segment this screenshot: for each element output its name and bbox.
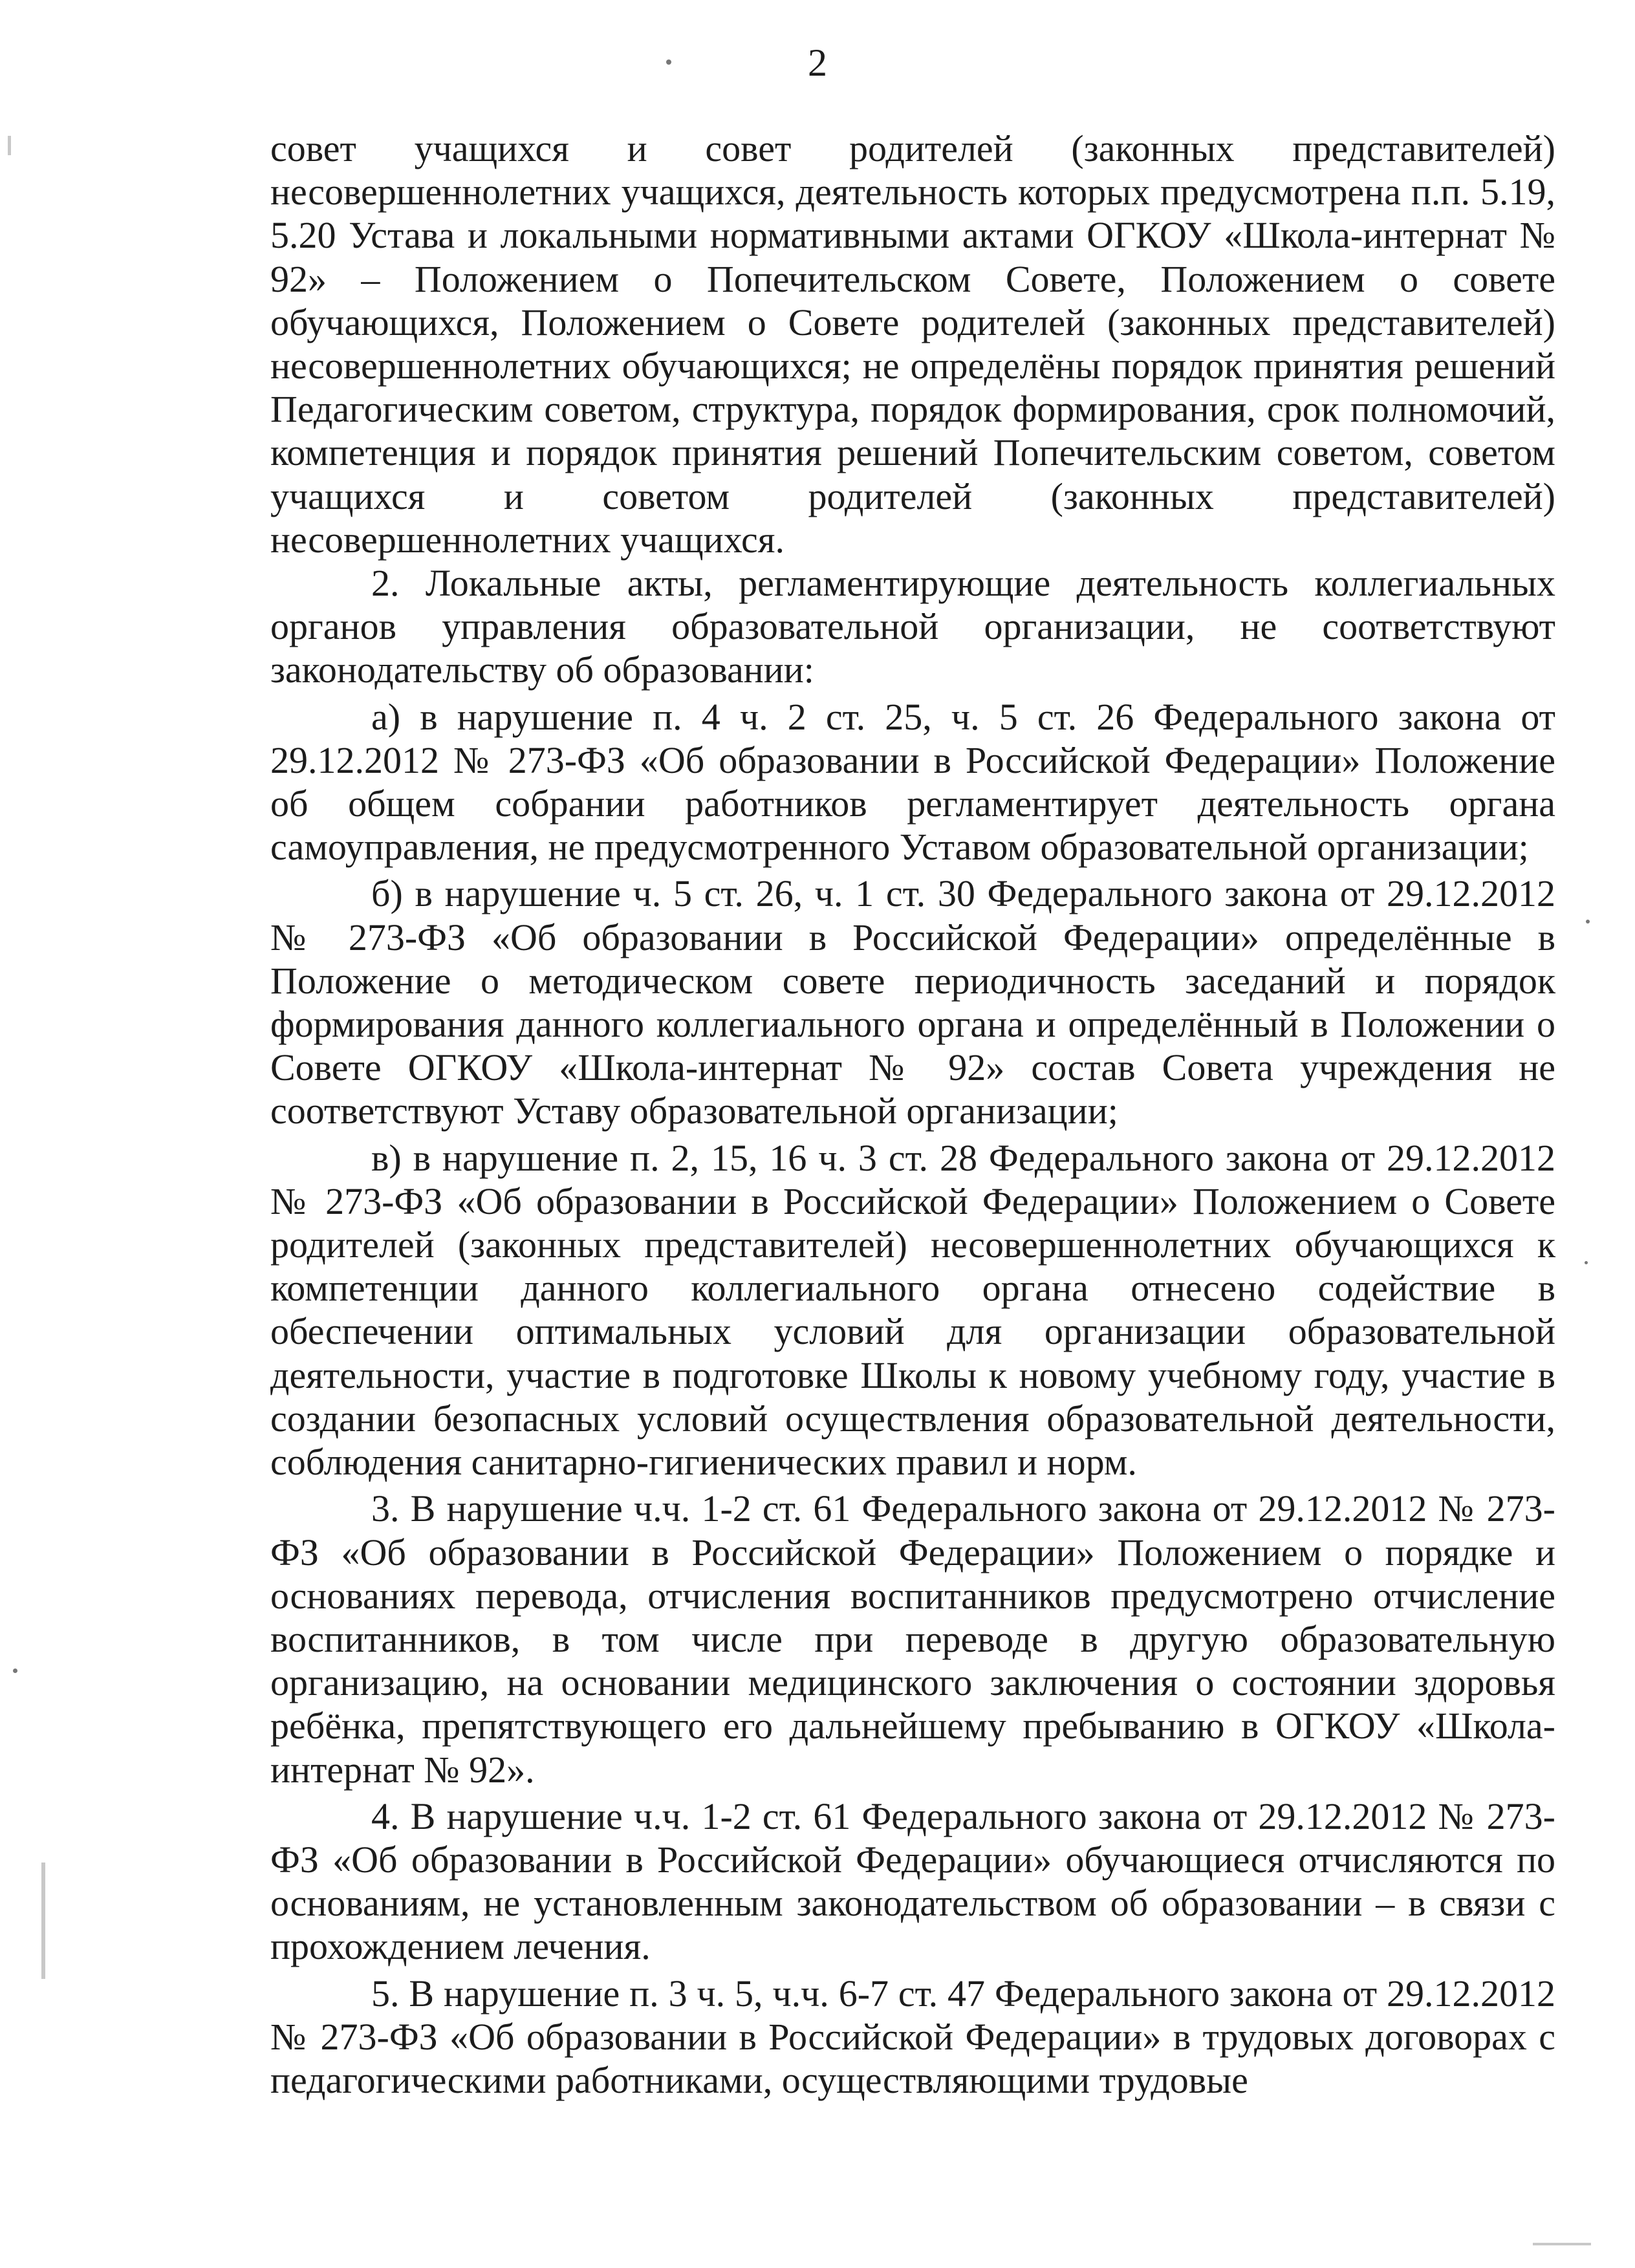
scan-speck bbox=[666, 59, 671, 65]
paragraph-item-2b: б) в нарушение ч. 5 ст. 26, ч. 1 ст. 30 Федерального закона от 29.12.2012 № 273-ФЗ «Об образовании в Российской Федерации» определённые в Положение о методическом совете периодичность заседаний и порядок формирования данного коллегиального органа и определённый в Положении о Совете ОГКОУ «Школа-интернат № 92» состав Совета учреждения не соответствуют Уставу образовательной организации; bbox=[270, 872, 1555, 1132]
paragraph-continuation: совет учащихся и совет родителей (законных представителей) несовершеннолетних учащихся, деятельность которых предусмотрена п.п. 5.19, 5.20 Устава и локальными нормативными актами ОГКОУ «Школа-интернат № 92» – Положением о Попечительском Совете, Положением о совете обучающихся, Положением о Совете родителей (законных представителей) несовершеннолетних обучающихся; не определёны порядок принятия решений Педагогическим советом, структура, порядок формирования, срок полномочий, компетенция и порядок принятия решений Попечительским советом, советом учащихся и советом родителей (законных представителей) несовершеннолетних учащихся. bbox=[270, 127, 1555, 561]
scan-mark bbox=[41, 1863, 45, 1979]
scan-speck bbox=[1585, 1261, 1588, 1264]
document-body bbox=[270, 127, 1555, 2102]
paragraph-item-2: 2. Локальные акты, регламентирующие деятельность коллегиальных органов управления образовательной организации, не соответствуют законодательству об образовании: bbox=[270, 562, 1555, 691]
paragraph-item-3: 3. В нарушение ч.ч. 1-2 ст. 61 Федерального закона от 29.12.2012 № 273-ФЗ «Об образовании в Российской Федерации» Положением о порядке и основаниях перевода, отчисления воспитанников предусмотрено отчисление воспитанников, в том числе при переводе в другую образовательную организацию, на основании медицинского заключения о состоянии здоровья ребёнка, препятствующего его дальнейшему пребыванию в ОГКОУ «Школа-интернат № 92». bbox=[270, 1487, 1555, 1791]
paragraph-item-2v: в) в нарушение п. 2, 15, 16 ч. 3 ст. 28 Федерального закона от 29.12.2012 № 273-ФЗ «Об образовании в Российской Федерации» Положением о Совете родителей (законных представителей) несовершеннолетних обучающихся к компетенции данного коллегиального органа отнесено содействие в обеспечении оптимальных условий для организации образовательной деятельности, участие в подготовке Школы к новому учебному году, участие в создании безопасных условий осуществления образовательной деятельности, соблюдения санитарно-гигиенических правил и норм. bbox=[270, 1136, 1555, 1484]
scan-mark bbox=[1533, 2243, 1591, 2245]
paragraph-item-5: 5. В нарушение п. 3 ч. 5, ч.ч. 6-7 ст. 47 Федерального закона от 29.12.2012 № 273-ФЗ «Об образовании в Российской Федерации» в трудовых договорах с педагогическими работниками, осуществляющими трудовые bbox=[270, 1972, 1555, 2101]
scan-mark bbox=[8, 136, 11, 155]
scan-speck bbox=[13, 1669, 17, 1673]
scan-speck bbox=[1586, 920, 1590, 923]
paragraph-item-2a: а) в нарушение п. 4 ч. 2 ст. 25, ч. 5 ст. 26 Федерального закона от 29.12.2012 № 273-ФЗ «Об образовании в Российской Федерации» Положение об общем собрании работников регламентирует деятельность органа самоуправления, не предусмотренного Уставом образовательной организации; bbox=[270, 695, 1555, 869]
page-number: 2 bbox=[808, 41, 827, 84]
paragraph-item-4: 4. В нарушение ч.ч. 1-2 ст. 61 Федерального закона от 29.12.2012 № 273-ФЗ «Об образовании в Российской Федерации» обучающиеся отчисляются по основаниям, не установленным законодательством об образовании – в связи с прохождением лечения. bbox=[270, 1795, 1555, 1968]
